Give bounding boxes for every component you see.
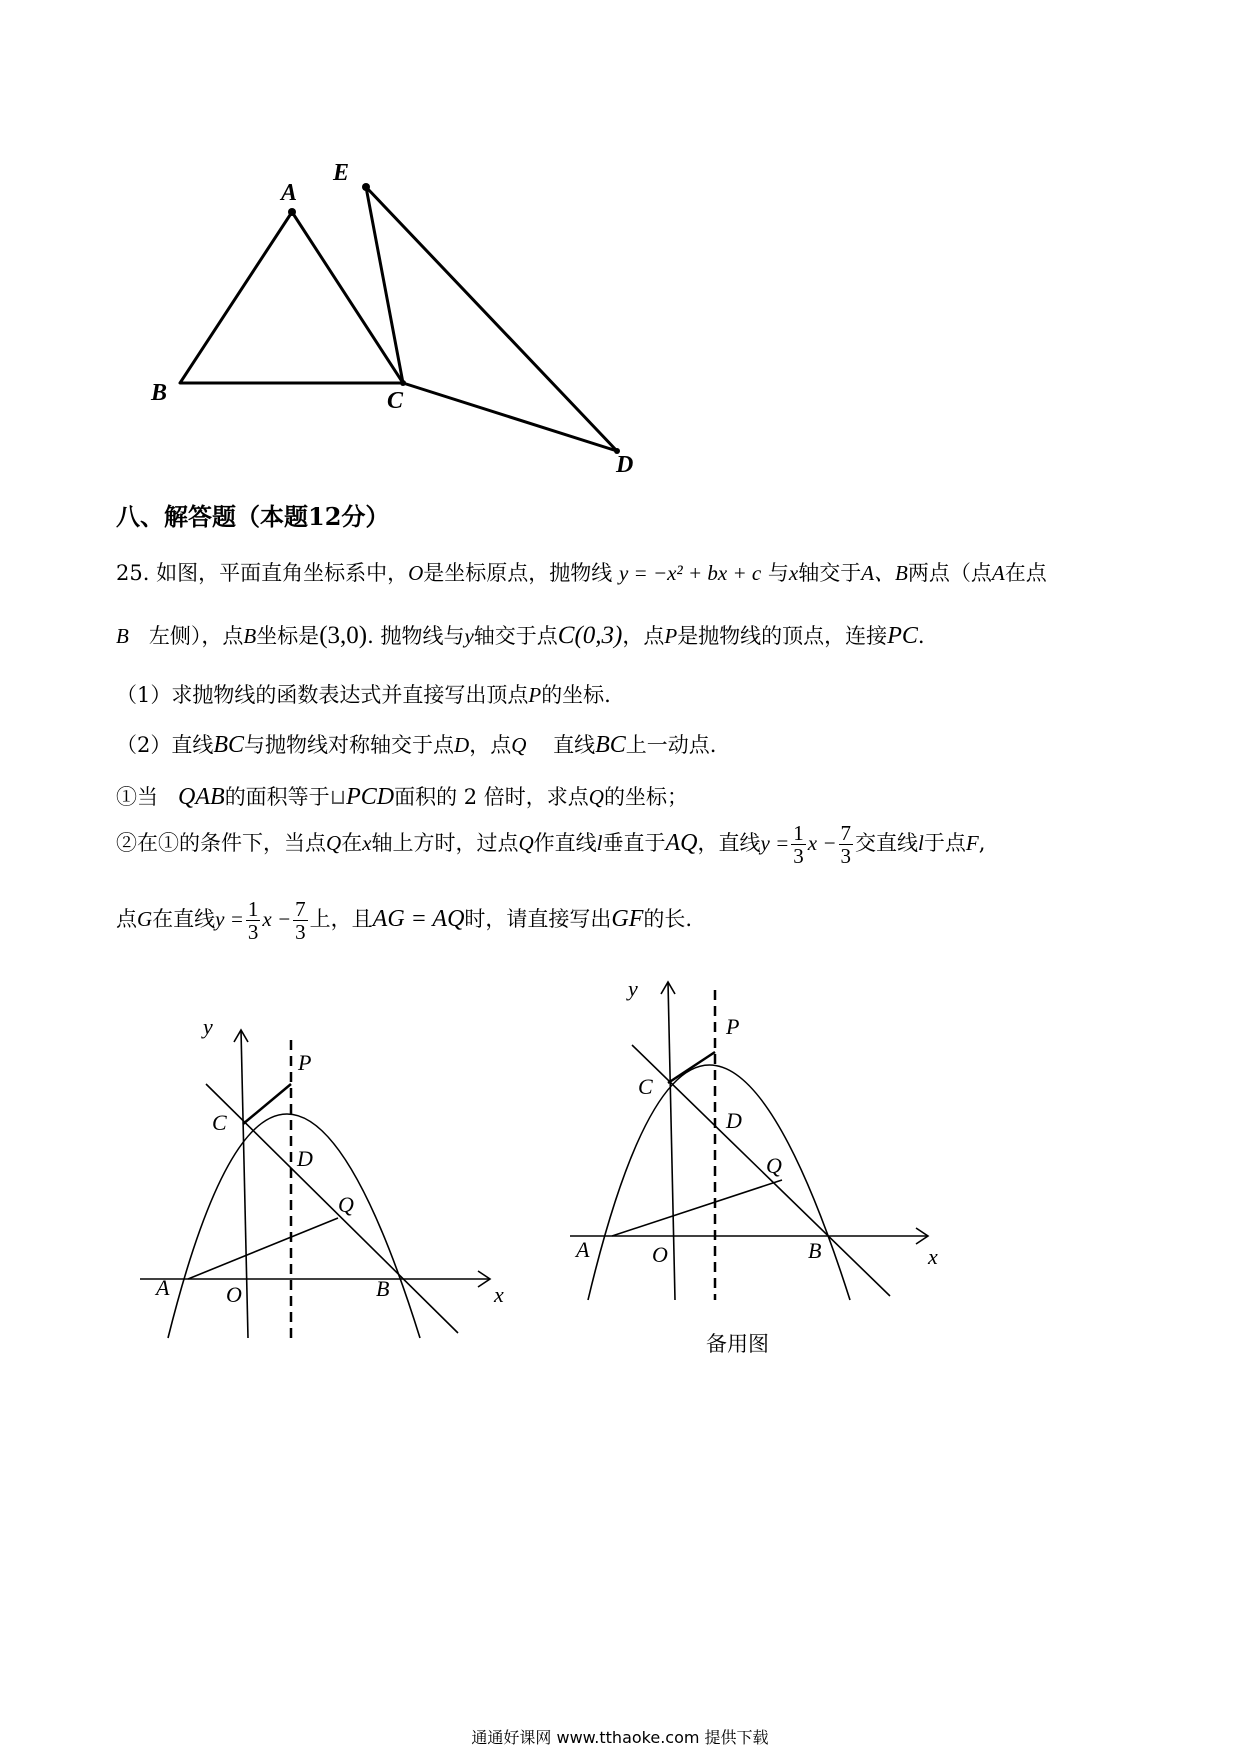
problem-line-1: 25. 如图，平面直角坐标系中，O是坐标原点，抛物线 y = −x² + bx + c 与x轴交于A、B两点（点A在点	[116, 561, 1047, 585]
line-bc	[206, 1084, 458, 1333]
graph1-label-c: C	[212, 1110, 227, 1135]
triangle-figure	[0, 0, 1240, 500]
graph1-label-b: B	[376, 1276, 390, 1301]
sub-question-1: ①当 QAB的面积等于⊔PCD面积的 2 倍时，求点Q的坐标；	[116, 784, 688, 810]
backup-figure-caption: 备用图	[706, 1332, 769, 1356]
graph2-label-x: x	[928, 1244, 938, 1269]
graph1-label-q: Q	[338, 1192, 354, 1217]
y-axis	[668, 982, 675, 1300]
question-2: （2）直线BC与抛物线对称轴交于点D，点Q 直线BC上一动点.	[116, 732, 717, 758]
parabola	[168, 1114, 420, 1338]
point-e	[362, 183, 370, 191]
label-c: C	[387, 388, 404, 414]
sub-question-2: ②在①的条件下，当点Q在x轴上方时，过点Q作直线l垂直于AQ，直线y = $\frac{1}{3}$ x − $\frac{7}{3}$ 交直线l于点F,	[116, 821, 986, 869]
segment-pc	[668, 1052, 715, 1083]
segment-aq	[612, 1180, 782, 1236]
problem-number: 25.	[116, 561, 150, 585]
parabola-equation: y = −x² + bx + c	[618, 561, 762, 585]
graph1-label-a: A	[156, 1275, 170, 1300]
graph1-label-o: O	[226, 1282, 242, 1307]
graph2-label-a: A	[576, 1237, 590, 1262]
sub-question-2-continued: 点G在直线y = $\frac{1}{3}$ x − $\frac{7}{3}$ 上，且AG = AQ时，请直接写出GF的长.	[116, 897, 693, 945]
label-d: D	[616, 452, 634, 478]
segment-aq	[188, 1218, 338, 1279]
graph2-label-o: O	[652, 1242, 668, 1267]
section-title: 八、解答题（本题12分）	[116, 502, 390, 531]
b-coordinate: (3,0)	[319, 622, 368, 649]
graph1-label-p: P	[298, 1050, 312, 1075]
label-b: B	[151, 380, 168, 406]
point-c	[400, 380, 406, 386]
label-a: A	[281, 180, 298, 206]
label-e: E	[333, 160, 350, 186]
problem-line-2: B 左侧），点B坐标是(3,0). 抛物线与y轴交于点C(0,3)，点P是抛物线的顶点，连接PC.	[116, 622, 925, 649]
graph2-label-c: C	[638, 1074, 653, 1099]
graph2-label-p: P	[726, 1014, 740, 1039]
fraction-seven-thirds: $\frac{7}{3}$	[840, 821, 852, 869]
graph1-label-d: D	[297, 1146, 313, 1171]
segment-pc	[243, 1084, 291, 1124]
triangle-abc	[180, 212, 403, 383]
graph1-label-y: y	[203, 1014, 213, 1039]
graph2-label-y: y	[628, 976, 638, 1001]
coordinate-graph-1	[0, 1000, 560, 1360]
graph2-label-d: D	[726, 1108, 742, 1133]
graph2-label-b: B	[808, 1238, 822, 1263]
page-footer: 通通好课网 www.tthaoke.com 提供下载	[471, 1728, 769, 1747]
graph1-label-x: x	[494, 1282, 504, 1307]
y-axis	[241, 1030, 248, 1338]
question-1: （1）求抛物线的函数表达式并直接写出顶点P的坐标.	[116, 683, 611, 707]
coordinate-graph-2	[560, 970, 980, 1320]
triangle-ecd	[366, 187, 617, 451]
parabola	[588, 1065, 850, 1300]
graph2-label-q: Q	[766, 1153, 782, 1178]
fraction-one-third: $\frac{1}{3}$	[793, 821, 804, 869]
c-coordinate: C(0,3)	[557, 622, 623, 649]
point-a	[288, 208, 296, 216]
